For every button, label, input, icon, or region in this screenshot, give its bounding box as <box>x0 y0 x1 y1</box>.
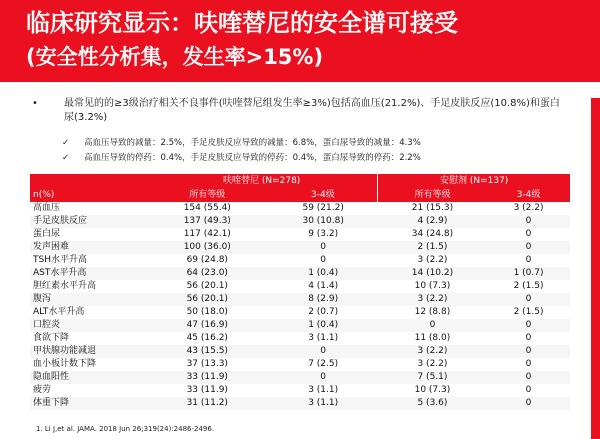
table-row <box>30 371 570 384</box>
table-cell: 0 <box>487 241 570 254</box>
table-cell: 0 <box>487 397 570 410</box>
bullet-text: 最常见的的≥3级治疗相关不良事件(呋喹替尼组发生率≥3%)包括高血压(21.2%)、手足皮肤反应(10.8%)和蛋白尿(3.2%) <box>64 98 560 123</box>
table-cell: 33 (11.9) <box>146 384 269 397</box>
row-label: 血小板计数下降 <box>30 358 146 371</box>
adverse-events-table <box>30 174 570 410</box>
table-cell: 37 (13.3) <box>146 358 269 371</box>
table-cell: 7 (2.5) <box>269 358 378 371</box>
table-row <box>30 358 570 371</box>
row-label: 高血压 <box>30 202 146 215</box>
row-label: 体重下降 <box>30 397 146 410</box>
table-row <box>30 267 570 280</box>
table-row <box>30 384 570 397</box>
table-cell: 3 (1.1) <box>269 384 378 397</box>
table-row <box>30 306 570 319</box>
checkmark-icon: ✓ <box>62 138 70 148</box>
col-all-grades-2: 所有等级 <box>378 188 487 202</box>
table-row <box>30 293 570 306</box>
table-group-header <box>30 174 570 188</box>
table-cell: 43 (15.5) <box>146 345 269 358</box>
table-cell: 3 (1.1) <box>269 397 378 410</box>
row-label: AST水平升高 <box>30 267 146 280</box>
table-cell: 0 <box>487 319 570 332</box>
table-cell: 1 (0.4) <box>269 267 378 280</box>
table-cell: 33 (11.9) <box>146 371 269 384</box>
table-row <box>30 202 570 215</box>
row-label: 口腔炎 <box>30 319 146 332</box>
right-accent-bar <box>591 98 600 439</box>
col-grade34-2: 3-4级 <box>487 188 570 202</box>
table-cell: 4 (2.9) <box>378 215 487 228</box>
table-cell: 47 (16.9) <box>146 319 269 332</box>
table-cell: 0 <box>269 371 378 384</box>
table-cell: 0 <box>269 241 378 254</box>
row-label: 蛋白尿 <box>30 228 146 241</box>
table-cell: 11 (8.0) <box>378 332 487 345</box>
table-cell: 2 (1.5) <box>378 241 487 254</box>
table-cell: 10 (7.3) <box>378 280 487 293</box>
row-label: TSH水平升高 <box>30 254 146 267</box>
subpoint-text: 高血压导致的减量：2.5%，手足皮肤反应导致的减量：6.8%，蛋白尿导致的减量：4.3% <box>84 138 421 148</box>
row-label: 食欲下降 <box>30 332 146 345</box>
table-cell: 3 (2.2) <box>378 254 487 267</box>
title-banner <box>0 0 600 82</box>
table-cell: 31 (11.2) <box>146 397 269 410</box>
table-cell: 69 (24.8) <box>146 254 269 267</box>
bullet-dot-icon: • <box>32 98 38 109</box>
col-n: n(%) <box>30 188 146 202</box>
table-cell: 1 (0.7) <box>487 267 570 280</box>
table-cell: 56 (20.1) <box>146 280 269 293</box>
table-cell: 0 <box>487 254 570 267</box>
table-cell: 8 (2.9) <box>269 293 378 306</box>
table-cell: 0 <box>378 319 487 332</box>
table-cell: 3 (2.2) <box>487 202 570 215</box>
table-cell: 0 <box>487 371 570 384</box>
table-row <box>30 319 570 332</box>
table-cell: 4 (1.4) <box>269 280 378 293</box>
table-cell: 0 <box>269 254 378 267</box>
row-label: 胆红素水平升高 <box>30 280 146 293</box>
group-fruquintinib: 呋喹替尼 (N=278) <box>146 174 378 188</box>
table-cell: 59 (21.2) <box>269 202 378 215</box>
table-cell: 0 <box>487 215 570 228</box>
table-cell: 0 <box>487 293 570 306</box>
table-cell: 100 (36.0) <box>146 241 269 254</box>
row-label: 甲状腺功能减退 <box>30 345 146 358</box>
row-label: 腹泻 <box>30 293 146 306</box>
table-row <box>30 332 570 345</box>
table-cell: 21 (15.3) <box>378 202 487 215</box>
table-cell: 50 (18.0) <box>146 306 269 319</box>
table-row <box>30 397 570 410</box>
table-cell: 154 (55.4) <box>146 202 269 215</box>
table-cell: 30 (10.8) <box>269 215 378 228</box>
table-cell: 56 (20.1) <box>146 293 269 306</box>
table-cell: 0 <box>487 228 570 241</box>
row-label: ALT水平升高 <box>30 306 146 319</box>
row-label: 发声困难 <box>30 241 146 254</box>
main-bullet <box>32 97 566 125</box>
table-cell: 0 <box>487 358 570 371</box>
table-row <box>30 254 570 267</box>
col-grade34-1: 3-4级 <box>269 188 378 202</box>
table-cell: 3 (2.2) <box>378 293 487 306</box>
table-body <box>30 202 570 410</box>
table-cell: 2 (0.7) <box>269 306 378 319</box>
table-cell: 34 (24.8) <box>378 228 487 241</box>
table-column-header <box>30 188 570 202</box>
table-row <box>30 280 570 293</box>
table-row <box>30 215 570 228</box>
footnote: 1. Li J,et al. JAMA. 2018 Jun 26;319(24):2486-2496. <box>36 425 215 433</box>
group-placebo: 安慰剂 (N=137) <box>378 174 570 188</box>
table-cell: 10 (7.3) <box>378 384 487 397</box>
row-label: 手足皮肤反应 <box>30 215 146 228</box>
slide-title: 临床研究显示：呋喹替尼的安全谱可接受 <box>26 9 458 37</box>
table-row <box>30 345 570 358</box>
table-row <box>30 228 570 241</box>
table-cell: 12 (8.8) <box>378 306 487 319</box>
table-cell: 1 (0.4) <box>269 319 378 332</box>
checkmark-icon: ✓ <box>62 153 70 163</box>
table-cell: 14 (10.2) <box>378 267 487 280</box>
subpoint-dose-reduction <box>62 137 421 149</box>
table-cell: 0 <box>269 345 378 358</box>
row-label: 隐血阳性 <box>30 371 146 384</box>
table-cell: 0 <box>487 384 570 397</box>
subpoint-discontinuation <box>62 152 421 164</box>
row-label: 疲劳 <box>30 384 146 397</box>
table-cell: 0 <box>487 332 570 345</box>
table-cell: 137 (49.3) <box>146 215 269 228</box>
header-blank <box>30 174 146 188</box>
table-cell: 45 (16.2) <box>146 332 269 345</box>
table-row <box>30 241 570 254</box>
slide-subtitle: (安全性分析集，发生率>15%) <box>26 45 324 69</box>
table-cell: 3 (1.1) <box>269 332 378 345</box>
table-cell: 2 (1.5) <box>487 280 570 293</box>
table-cell: 5 (3.6) <box>378 397 487 410</box>
table-cell: 2 (1.5) <box>487 306 570 319</box>
subpoint-text: 高血压导致的停药：0.4%，手足皮肤反应导致的停药：0.4%，蛋白尿导致的停药：2.2% <box>84 153 421 163</box>
table-cell: 9 (3.2) <box>269 228 378 241</box>
table-cell: 3 (2.2) <box>378 345 487 358</box>
table-cell: 64 (23.0) <box>146 267 269 280</box>
col-all-grades-1: 所有等级 <box>146 188 269 202</box>
table-cell: 117 (42.1) <box>146 228 269 241</box>
table-cell: 7 (5.1) <box>378 371 487 384</box>
table-cell: 3 (2.2) <box>378 358 487 371</box>
table-cell: 0 <box>487 345 570 358</box>
